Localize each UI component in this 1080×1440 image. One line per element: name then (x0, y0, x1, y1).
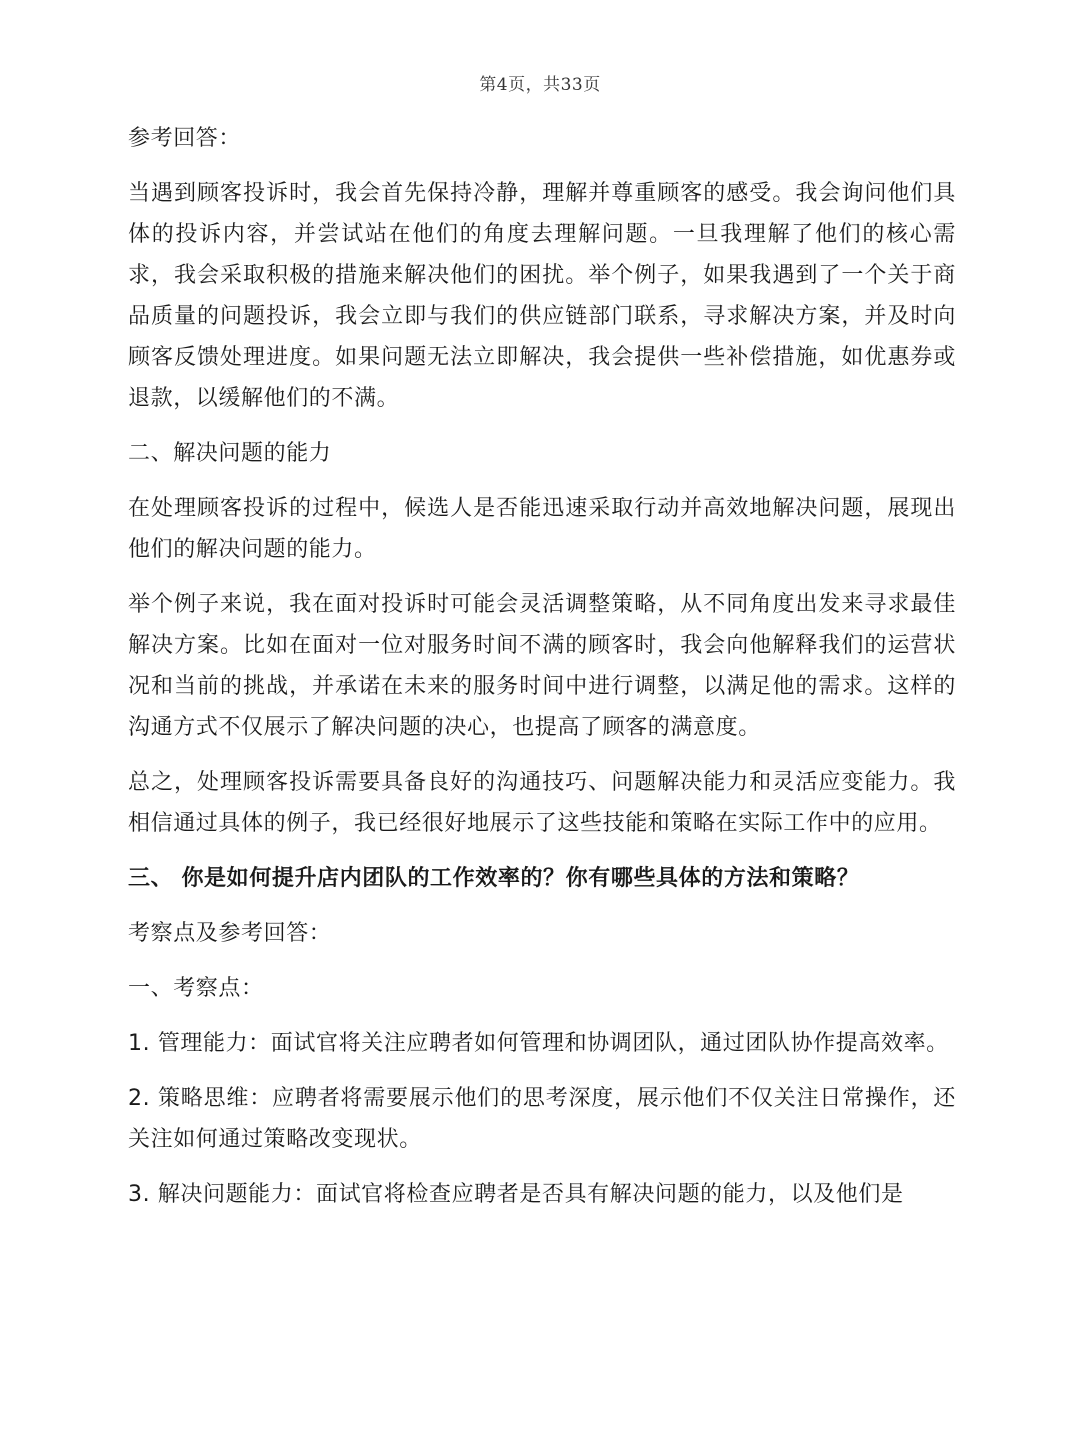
list-item-problem-solving: 3. 解决问题能力：面试官将检查应聘者是否具有解决问题的能力，以及他们是 (128, 1182, 904, 1207)
assessment-label: 考察点及参考回答： (128, 921, 332, 946)
document-body (128, 118, 956, 1229)
list-item-strategy: 2. 策略思维：应聘者将需要展示他们的思考深度，展示他们不仅关注日常操作，还关注如何通过策略改变现状。 (128, 1086, 956, 1152)
assessment-points-heading: 一、考察点： (128, 976, 264, 1001)
page-number-header: 第4页，共33页 (479, 75, 601, 95)
complaint-answer-paragraph: 当遇到顾客投诉时，我会首先保持冷静，理解并尊重顾客的感受。我会询问他们具体的投诉内容，并尝试站在他们的角度去理解问题。一旦我理解了他们的核心需求，我会采取积极的措施来解决他们的困扰。举个例子，如果我遇到了一个关于商品质量的问题投诉，我会立即与我们的供应链部门联系，寻求解决方案，并及时向顾客反馈处理进度。如果问题无法立即解决，我会提供一些补偿措施，如优惠券或退款，以缓解他们的不满。 (128, 181, 956, 411)
list-item-management: 1. 管理能力：面试官将关注应聘者如何管理和协调团队，通过团队协作提高效率。 (128, 1031, 949, 1056)
example-paragraph: 举个例子来说，我在面对投诉时可能会灵活调整策略，从不同角度出发来寻求最佳解决方案。比如在面对一位对服务时间不满的顾客时，我会向他解释我们的运营状况和当前的挑战，并承诺在未来的服务时间中进行调整，以满足他的需求。这样的沟通方式不仅展示了解决问题的决心，也提高了顾客的满意度。 (128, 592, 956, 740)
problem-solving-paragraph: 在处理顾客投诉的过程中，候选人是否能迅速采取行动并高效地解决问题，展现出他们的解决问题的能力。 (128, 496, 956, 562)
section-heading-problem-solving: 二、解决问题的能力 (128, 441, 332, 466)
answer-label: 参考回答： (128, 126, 242, 151)
summary-paragraph: 总之，处理顾客投诉需要具备良好的沟通技巧、问题解决能力和灵活应变能力。我相信通过具体的例子，我已经很好地展示了这些技能和策略在实际工作中的应用。 (128, 770, 956, 836)
question-three-heading: 三、 你是如何提升店内团队的工作效率的？你有哪些具体的方法和策略？ (128, 866, 860, 891)
